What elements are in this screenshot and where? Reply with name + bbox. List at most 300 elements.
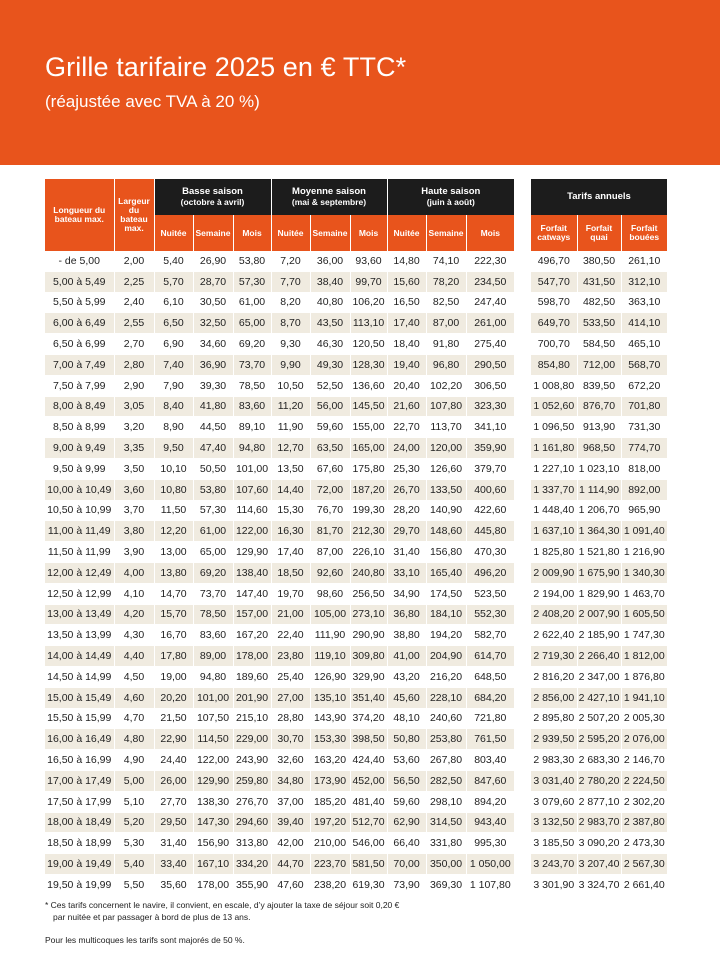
cell-moyenne-semaine: 173,90	[310, 770, 350, 791]
cell-annual-bouees: 2 473,30	[621, 833, 667, 854]
cell-moyenne-mois: 374,20	[350, 708, 387, 729]
cell-annual-quai: 2 266,40	[577, 646, 621, 667]
cell-length: 6,50 à 6,99	[45, 334, 114, 355]
cell-moyenne-semaine: 92,60	[310, 562, 350, 583]
cell-moyenne-semaine: 67,60	[310, 458, 350, 479]
cell-moyenne-semaine: 105,00	[310, 604, 350, 625]
cell-basse-nuitee: 11,50	[154, 500, 193, 521]
cell-moyenne-semaine: 126,90	[310, 666, 350, 687]
cell-moyenne-semaine: 46,30	[310, 334, 350, 355]
cell-haute-mois: 306,50	[466, 375, 514, 396]
cell-basse-mois: 189,60	[233, 666, 271, 687]
cell-annual-bouees: 1 340,30	[621, 562, 667, 583]
cell-haute-nuitee: 18,40	[387, 334, 426, 355]
cell-moyenne-mois: 481,40	[350, 791, 387, 812]
table-row	[531, 750, 667, 771]
table-row	[531, 354, 667, 375]
cell-moyenne-nuitee: 8,70	[271, 313, 310, 334]
cell-annual-bouees: 1 463,70	[621, 583, 667, 604]
cell-length: 8,00 à 8,49	[45, 396, 114, 417]
cell-length: 15,00 à 15,49	[45, 687, 114, 708]
cell-annual-catways: 3 185,50	[531, 833, 577, 854]
table-row	[45, 625, 514, 646]
cell-haute-semaine: 184,10	[426, 604, 466, 625]
cell-length: 17,00 à 17,49	[45, 770, 114, 791]
cell-haute-semaine: 82,50	[426, 292, 466, 313]
cell-moyenne-nuitee: 28,80	[271, 708, 310, 729]
cell-length: 14,00 à 14,49	[45, 646, 114, 667]
cell-moyenne-mois: 226,10	[350, 542, 387, 563]
cell-width: 2,55	[114, 313, 154, 334]
cell-length: 19,50 à 19,99	[45, 874, 114, 894]
cell-haute-mois: 803,40	[466, 750, 514, 771]
cell-haute-semaine: 107,80	[426, 396, 466, 417]
cell-haute-semaine: 253,80	[426, 729, 466, 750]
table-row	[45, 542, 514, 563]
table-row	[531, 791, 667, 812]
cell-annual-catways: 3 079,60	[531, 791, 577, 812]
cell-annual-bouees: 672,20	[621, 375, 667, 396]
cell-moyenne-nuitee: 7,20	[271, 251, 310, 271]
cell-moyenne-semaine: 163,20	[310, 750, 350, 771]
cell-moyenne-semaine: 197,20	[310, 812, 350, 833]
cell-annual-bouees: 2 076,00	[621, 729, 667, 750]
cell-moyenne-mois: 452,00	[350, 770, 387, 791]
cell-basse-semaine: 114,50	[193, 729, 233, 750]
cell-annual-bouees: 2 567,30	[621, 854, 667, 875]
cell-haute-mois: 1 107,80	[466, 874, 514, 894]
cell-annual-bouees: 2 302,20	[621, 791, 667, 812]
group-subtitle: (juin à août)	[426, 197, 475, 207]
cell-basse-mois: 178,00	[233, 646, 271, 667]
cell-haute-mois: 422,60	[466, 500, 514, 521]
cell-haute-semaine: 174,50	[426, 583, 466, 604]
cell-moyenne-mois: 273,10	[350, 604, 387, 625]
cell-moyenne-semaine: 52,50	[310, 375, 350, 396]
cell-annual-catways: 547,70	[531, 271, 577, 292]
cell-basse-semaine: 78,50	[193, 604, 233, 625]
cell-moyenne-mois: 99,70	[350, 271, 387, 292]
cell-moyenne-nuitee: 25,40	[271, 666, 310, 687]
cell-annual-bouees: 414,10	[621, 313, 667, 334]
table-row	[531, 583, 667, 604]
cell-moyenne-semaine: 56,00	[310, 396, 350, 417]
table-row	[45, 646, 514, 667]
page-subtitle: (réajustée avec TVA à 20 %)	[45, 92, 260, 111]
cell-basse-nuitee: 10,10	[154, 458, 193, 479]
table-row	[45, 292, 514, 313]
page-title: Grille tarifaire 2025 en € TTC*	[45, 52, 407, 82]
cell-moyenne-mois: 329,90	[350, 666, 387, 687]
cell-haute-semaine: 369,30	[426, 874, 466, 894]
cell-moyenne-nuitee: 15,30	[271, 500, 310, 521]
cell-annual-catways: 2 719,30	[531, 646, 577, 667]
cell-basse-semaine: 30,50	[193, 292, 233, 313]
cell-moyenne-mois: 113,10	[350, 313, 387, 334]
cell-haute-nuitee: 73,90	[387, 874, 426, 894]
cell-annual-bouees: 363,10	[621, 292, 667, 313]
cell-haute-semaine: 102,20	[426, 375, 466, 396]
cell-moyenne-mois: 309,80	[350, 646, 387, 667]
cell-moyenne-mois: 546,00	[350, 833, 387, 854]
table-row	[45, 375, 514, 396]
cell-length: 12,00 à 12,49	[45, 562, 114, 583]
cell-basse-mois: 89,10	[233, 417, 271, 438]
cell-basse-mois: 215,10	[233, 708, 271, 729]
cell-basse-mois: 65,00	[233, 313, 271, 334]
table-row	[531, 542, 667, 563]
header-banner	[0, 0, 720, 165]
cell-basse-semaine: 50,50	[193, 458, 233, 479]
cell-moyenne-nuitee: 44,70	[271, 854, 310, 875]
cell-annual-quai: 1 364,30	[577, 521, 621, 542]
cell-haute-semaine: 96,80	[426, 354, 466, 375]
subheader-mois: Mois	[350, 215, 387, 251]
footnote	[45, 899, 515, 923]
cell-annual-catways: 496,70	[531, 251, 577, 271]
cell-moyenne-semaine: 238,20	[310, 874, 350, 894]
cell-basse-nuitee: 6,10	[154, 292, 193, 313]
cell-haute-nuitee: 62,90	[387, 812, 426, 833]
cell-annual-quai: 482,50	[577, 292, 621, 313]
cell-moyenne-mois: 619,30	[350, 874, 387, 894]
cell-moyenne-mois: 187,20	[350, 479, 387, 500]
cell-annual-quai: 2 877,10	[577, 791, 621, 812]
cell-annual-bouees: 2 661,40	[621, 874, 667, 894]
cell-moyenne-semaine: 143,90	[310, 708, 350, 729]
cell-moyenne-nuitee: 21,00	[271, 604, 310, 625]
cell-annual-catways: 2 408,20	[531, 604, 577, 625]
cell-haute-nuitee: 56,50	[387, 770, 426, 791]
cell-basse-semaine: 34,60	[193, 334, 233, 355]
cell-haute-mois: 290,50	[466, 354, 514, 375]
cell-annual-quai: 1 829,90	[577, 583, 621, 604]
cell-moyenne-semaine: 49,30	[310, 354, 350, 375]
cell-basse-nuitee: 17,80	[154, 646, 193, 667]
cell-annual-catways: 3 243,70	[531, 854, 577, 875]
cell-annual-bouees: 312,10	[621, 271, 667, 292]
cell-haute-mois: 582,70	[466, 625, 514, 646]
cell-moyenne-mois: 351,40	[350, 687, 387, 708]
cell-moyenne-semaine: 111,90	[310, 625, 350, 646]
group-title: Haute saison	[421, 186, 481, 197]
cell-moyenne-semaine: 76,70	[310, 500, 350, 521]
cell-annual-bouees: 2 387,80	[621, 812, 667, 833]
cell-width: 2,70	[114, 334, 154, 355]
cell-moyenne-nuitee: 32,60	[271, 750, 310, 771]
cell-width: 2,25	[114, 271, 154, 292]
cell-haute-mois: 552,30	[466, 604, 514, 625]
table-row	[531, 666, 667, 687]
table-row	[45, 438, 514, 459]
cell-haute-nuitee: 59,60	[387, 791, 426, 812]
cell-width: 4,60	[114, 687, 154, 708]
cell-haute-mois: 847,60	[466, 770, 514, 791]
cell-width: 3,80	[114, 521, 154, 542]
cell-moyenne-nuitee: 47,60	[271, 874, 310, 894]
cell-moyenne-semaine: 59,60	[310, 417, 350, 438]
cell-moyenne-mois: 120,50	[350, 334, 387, 355]
table-row	[531, 687, 667, 708]
cell-moyenne-mois: 175,80	[350, 458, 387, 479]
cell-annual-quai: 2 007,90	[577, 604, 621, 625]
table-row	[45, 770, 514, 791]
cell-width: 5,00	[114, 770, 154, 791]
cell-basse-nuitee: 13,80	[154, 562, 193, 583]
cell-length: 7,50 à 7,99	[45, 375, 114, 396]
cell-moyenne-nuitee: 12,70	[271, 438, 310, 459]
cell-basse-mois: 334,20	[233, 854, 271, 875]
cell-basse-mois: 243,90	[233, 750, 271, 771]
table-row	[531, 812, 667, 833]
cell-annual-catways: 649,70	[531, 313, 577, 334]
table-row	[531, 708, 667, 729]
cell-basse-nuitee: 5,40	[154, 251, 193, 271]
cell-basse-semaine: 41,80	[193, 396, 233, 417]
cell-haute-mois: 234,50	[466, 271, 514, 292]
cell-haute-nuitee: 41,00	[387, 646, 426, 667]
cell-haute-semaine: 350,00	[426, 854, 466, 875]
cell-basse-nuitee: 16,70	[154, 625, 193, 646]
subheader-nuitee: Nuitée	[387, 215, 426, 251]
table-row	[45, 708, 514, 729]
cell-annual-bouees: 1 605,50	[621, 604, 667, 625]
cell-haute-nuitee: 53,60	[387, 750, 426, 771]
cell-annual-bouees: 892,00	[621, 479, 667, 500]
cell-moyenne-mois: 128,30	[350, 354, 387, 375]
cell-annual-quai: 1 206,70	[577, 500, 621, 521]
cell-basse-nuitee: 6,50	[154, 313, 193, 334]
cell-annual-quai: 431,50	[577, 271, 621, 292]
cell-basse-nuitee: 9,50	[154, 438, 193, 459]
cell-moyenne-mois: 199,30	[350, 500, 387, 521]
cell-haute-mois: 648,50	[466, 666, 514, 687]
cell-moyenne-nuitee: 9,30	[271, 334, 310, 355]
cell-annual-bouees: 2 224,50	[621, 770, 667, 791]
cell-annual-bouees: 261,10	[621, 251, 667, 271]
cell-basse-mois: 138,40	[233, 562, 271, 583]
table-row	[531, 375, 667, 396]
cell-moyenne-mois: 93,60	[350, 251, 387, 271]
table-row	[45, 854, 514, 875]
cell-length: 10,00 à 10,49	[45, 479, 114, 500]
cell-moyenne-nuitee: 10,50	[271, 375, 310, 396]
cell-annual-catways: 1 825,80	[531, 542, 577, 563]
cell-annual-quai: 3 324,70	[577, 874, 621, 894]
cell-basse-semaine: 178,00	[193, 874, 233, 894]
cell-width: 3,70	[114, 500, 154, 521]
cell-haute-semaine: 126,60	[426, 458, 466, 479]
cell-haute-mois: 400,60	[466, 479, 514, 500]
subheader-semaine: Semaine	[426, 215, 466, 251]
footnote-line: par nuitée et par passager à bord de plus de 13 ans.	[53, 912, 251, 922]
cell-length: 14,50 à 14,99	[45, 666, 114, 687]
cell-haute-semaine: 204,90	[426, 646, 466, 667]
cell-annual-catways: 1 337,70	[531, 479, 577, 500]
seasonal-price-table	[45, 179, 514, 895]
cell-basse-semaine: 61,00	[193, 521, 233, 542]
table-row	[531, 854, 667, 875]
cell-basse-mois: 53,80	[233, 251, 271, 271]
cell-basse-mois: 114,60	[233, 500, 271, 521]
cell-annual-catways: 3 132,50	[531, 812, 577, 833]
cell-haute-nuitee: 50,80	[387, 729, 426, 750]
table-row	[531, 874, 667, 894]
group-title: Basse saison	[182, 186, 243, 197]
cell-annual-catways: 2 983,30	[531, 750, 577, 771]
table-row	[45, 354, 514, 375]
cell-annual-bouees: 731,30	[621, 417, 667, 438]
cell-width: 4,30	[114, 625, 154, 646]
cell-annual-quai: 1 675,90	[577, 562, 621, 583]
cell-annual-quai: 1 114,90	[577, 479, 621, 500]
cell-basse-mois: 57,30	[233, 271, 271, 292]
table-row	[45, 791, 514, 812]
table-row	[45, 334, 514, 355]
cell-haute-mois: 470,30	[466, 542, 514, 563]
table-row	[45, 750, 514, 771]
cell-width: 3,05	[114, 396, 154, 417]
cell-basse-semaine: 36,90	[193, 354, 233, 375]
cell-basse-semaine: 122,00	[193, 750, 233, 771]
cell-moyenne-nuitee: 16,30	[271, 521, 310, 542]
subheader-semaine: Semaine	[310, 215, 350, 251]
cell-moyenne-semaine: 135,10	[310, 687, 350, 708]
cell-annual-catways: 1 161,80	[531, 438, 577, 459]
table-row	[45, 271, 514, 292]
cell-basse-mois: 122,00	[233, 521, 271, 542]
table-row	[531, 396, 667, 417]
cell-basse-nuitee: 15,70	[154, 604, 193, 625]
cell-haute-mois: 1 050,00	[466, 854, 514, 875]
subheader-semaine: Semaine	[193, 215, 233, 251]
cell-basse-nuitee: 29,50	[154, 812, 193, 833]
cell-basse-nuitee: 8,90	[154, 417, 193, 438]
cell-width: 3,90	[114, 542, 154, 563]
cell-moyenne-nuitee: 37,00	[271, 791, 310, 812]
table-row	[531, 646, 667, 667]
cell-annual-quai: 584,50	[577, 334, 621, 355]
cell-moyenne-semaine: 40,80	[310, 292, 350, 313]
cell-basse-nuitee: 27,70	[154, 791, 193, 812]
cell-width: 4,00	[114, 562, 154, 583]
cell-annual-quai: 2 185,90	[577, 625, 621, 646]
cell-annual-quai: 2 683,30	[577, 750, 621, 771]
cell-annual-quai: 3 090,20	[577, 833, 621, 854]
cell-annual-catways: 2 194,00	[531, 583, 577, 604]
cell-haute-nuitee: 43,20	[387, 666, 426, 687]
cell-moyenne-nuitee: 9,90	[271, 354, 310, 375]
cell-annual-catways: 2 009,90	[531, 562, 577, 583]
seasonal-price-rows	[45, 251, 514, 895]
cell-haute-nuitee: 16,50	[387, 292, 426, 313]
cell-moyenne-semaine: 210,00	[310, 833, 350, 854]
cell-haute-mois: 445,80	[466, 521, 514, 542]
cell-annual-catways: 3 031,40	[531, 770, 577, 791]
table-row	[45, 313, 514, 334]
cell-haute-nuitee: 21,60	[387, 396, 426, 417]
cell-annual-bouees: 1 876,80	[621, 666, 667, 687]
cell-annual-catways: 1 448,40	[531, 500, 577, 521]
table-row	[531, 251, 667, 271]
cell-haute-mois: 943,40	[466, 812, 514, 833]
cell-annual-catways: 2 939,50	[531, 729, 577, 750]
table-row	[45, 604, 514, 625]
cell-moyenne-nuitee: 8,20	[271, 292, 310, 313]
cell-moyenne-nuitee: 14,40	[271, 479, 310, 500]
table-row	[45, 687, 514, 708]
cell-annual-quai: 2 595,20	[577, 729, 621, 750]
table-row	[531, 438, 667, 459]
cell-length: 13,00 à 13,49	[45, 604, 114, 625]
cell-basse-nuitee: 10,80	[154, 479, 193, 500]
cell-basse-nuitee: 26,00	[154, 770, 193, 791]
cell-moyenne-nuitee: 19,70	[271, 583, 310, 604]
cell-haute-mois: 523,50	[466, 583, 514, 604]
table-row	[45, 562, 514, 583]
cell-basse-nuitee: 12,20	[154, 521, 193, 542]
cell-haute-semaine: 120,00	[426, 438, 466, 459]
cell-basse-nuitee: 21,50	[154, 708, 193, 729]
cell-basse-semaine: 44,50	[193, 417, 233, 438]
group-subtitle: (octobre à avril)	[180, 197, 245, 207]
cell-basse-mois: 73,70	[233, 354, 271, 375]
table-row	[531, 604, 667, 625]
table-row	[45, 583, 514, 604]
cell-moyenne-semaine: 72,00	[310, 479, 350, 500]
cell-width: 5,30	[114, 833, 154, 854]
table-row	[531, 479, 667, 500]
cell-haute-nuitee: 31,40	[387, 542, 426, 563]
cell-haute-nuitee: 22,70	[387, 417, 426, 438]
cell-width: 4,40	[114, 646, 154, 667]
cell-length: 17,50 à 17,99	[45, 791, 114, 812]
cell-moyenne-mois: 256,50	[350, 583, 387, 604]
cell-annual-bouees: 701,80	[621, 396, 667, 417]
cell-annual-bouees: 2 146,70	[621, 750, 667, 771]
cell-basse-nuitee: 20,20	[154, 687, 193, 708]
cell-haute-mois: 323,30	[466, 396, 514, 417]
cell-annual-catways: 2 895,80	[531, 708, 577, 729]
table-row	[531, 417, 667, 438]
cell-annual-catways: 1 637,10	[531, 521, 577, 542]
cell-basse-semaine: 107,50	[193, 708, 233, 729]
header-moyenne-saison	[271, 179, 387, 215]
cell-moyenne-semaine: 36,00	[310, 251, 350, 271]
cell-basse-semaine: 57,30	[193, 500, 233, 521]
cell-haute-semaine: 74,10	[426, 251, 466, 271]
cell-width: 5,50	[114, 874, 154, 894]
cell-length: 16,00 à 16,49	[45, 729, 114, 750]
cell-basse-mois: 129,90	[233, 542, 271, 563]
subheader-nuitee: Nuitée	[271, 215, 310, 251]
cell-annual-quai: 533,50	[577, 313, 621, 334]
cell-annual-quai: 2 427,10	[577, 687, 621, 708]
cell-haute-semaine: 148,60	[426, 521, 466, 542]
cell-basse-mois: 276,70	[233, 791, 271, 812]
cell-haute-semaine: 228,10	[426, 687, 466, 708]
cell-annual-quai: 968,50	[577, 438, 621, 459]
cell-haute-mois: 247,40	[466, 292, 514, 313]
cell-annual-catways: 700,70	[531, 334, 577, 355]
table-row	[531, 770, 667, 791]
table-row	[531, 500, 667, 521]
cell-width: 2,90	[114, 375, 154, 396]
cell-moyenne-semaine: 63,50	[310, 438, 350, 459]
subheader-forfait-catways: Forfait catways	[531, 215, 577, 251]
cell-basse-semaine: 65,00	[193, 542, 233, 563]
cell-haute-semaine: 216,20	[426, 666, 466, 687]
